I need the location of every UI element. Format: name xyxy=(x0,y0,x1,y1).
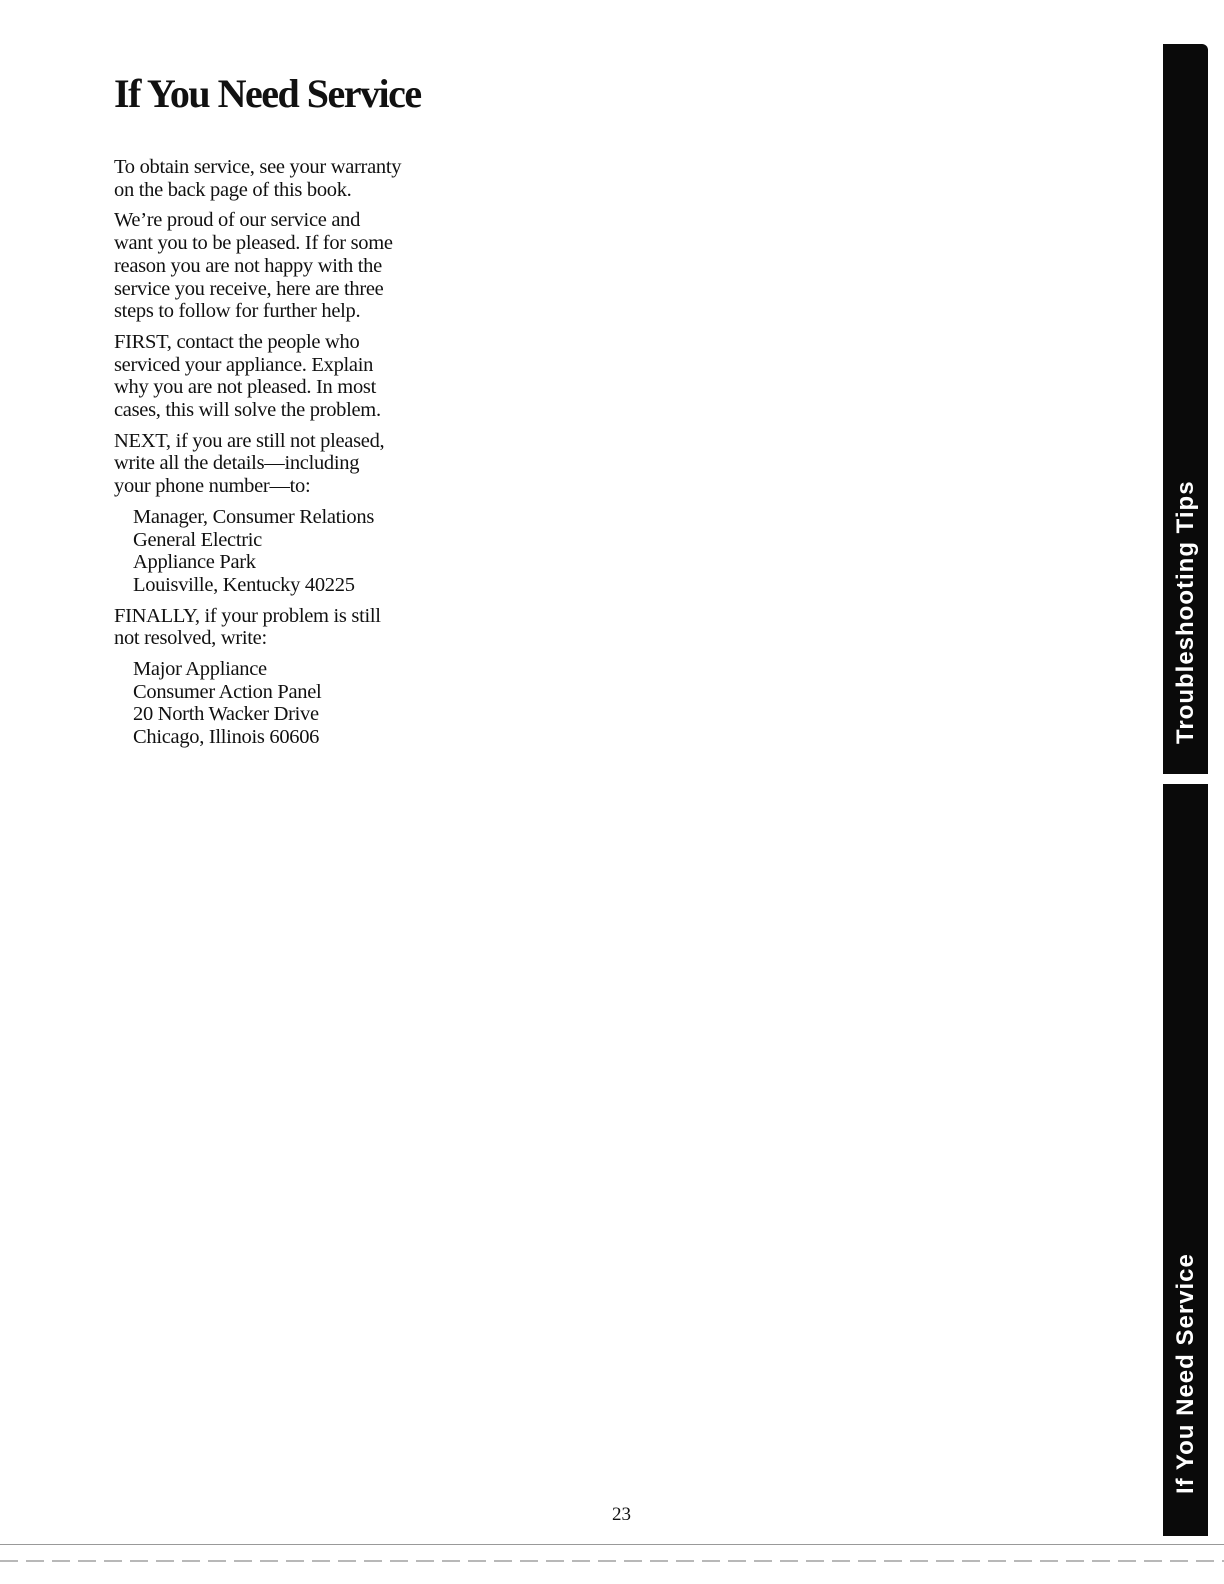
text-line: service you receive, here are three xyxy=(114,277,384,300)
text-line: cases, this will solve the problem. xyxy=(114,399,381,422)
text-line: serviced your appliance. Explain xyxy=(114,353,374,376)
text-line: write all the details—including xyxy=(114,452,360,475)
address-line: Consumer Action Panel xyxy=(133,680,322,703)
address-line: 20 North Wacker Drive xyxy=(133,703,319,726)
service-instructions xyxy=(114,156,444,757)
text-line: steps to follow for further help. xyxy=(114,300,361,323)
text-line: want you to be pleased. If for some xyxy=(114,232,393,255)
address-line: Major Appliance xyxy=(133,658,267,681)
consumer-relations-address xyxy=(133,506,444,597)
text-line: NEXT, if you are still not pleased, xyxy=(114,429,385,452)
text-line: not resolved, write: xyxy=(114,627,267,650)
text-line: why you are not pleased. In most xyxy=(114,376,376,399)
address-line: General Electric xyxy=(133,528,262,551)
page-number: 23 xyxy=(612,1504,631,1525)
section-side-tab xyxy=(1163,44,1208,1536)
final-step-paragraph xyxy=(114,605,444,650)
text-line: reason you are not happy with the xyxy=(114,254,382,277)
next-step-paragraph xyxy=(114,430,444,498)
text-line: on the back page of this book. xyxy=(114,178,352,201)
intro-paragraph xyxy=(114,156,444,201)
consumer-action-panel-address xyxy=(133,658,444,749)
address-line: Manager, Consumer Relations xyxy=(133,505,375,528)
text-line: FIRST, contact the people who xyxy=(114,330,360,353)
bottom-rule-divider xyxy=(0,1544,1224,1545)
text-line: We’re proud of our service and xyxy=(114,209,361,232)
page-title: If You Need Service xyxy=(114,71,421,116)
address-line: Appliance Park xyxy=(133,551,256,574)
side-tab-lower-label: If You Need Service xyxy=(1172,1253,1199,1494)
text-line: your phone number—to: xyxy=(114,475,311,498)
side-tab-upper-label: Troubleshooting Tips xyxy=(1172,480,1199,744)
scan-edge-artifact xyxy=(0,1560,1224,1562)
text-line: FINALLY, if your problem is still xyxy=(114,604,381,627)
text-line: To obtain service, see your warranty xyxy=(114,156,402,178)
address-line: Louisville, Kentucky 40225 xyxy=(133,573,355,596)
pride-paragraph xyxy=(114,209,444,323)
address-line: Chicago, Illinois 60606 xyxy=(133,726,320,749)
first-step-paragraph xyxy=(114,331,444,422)
